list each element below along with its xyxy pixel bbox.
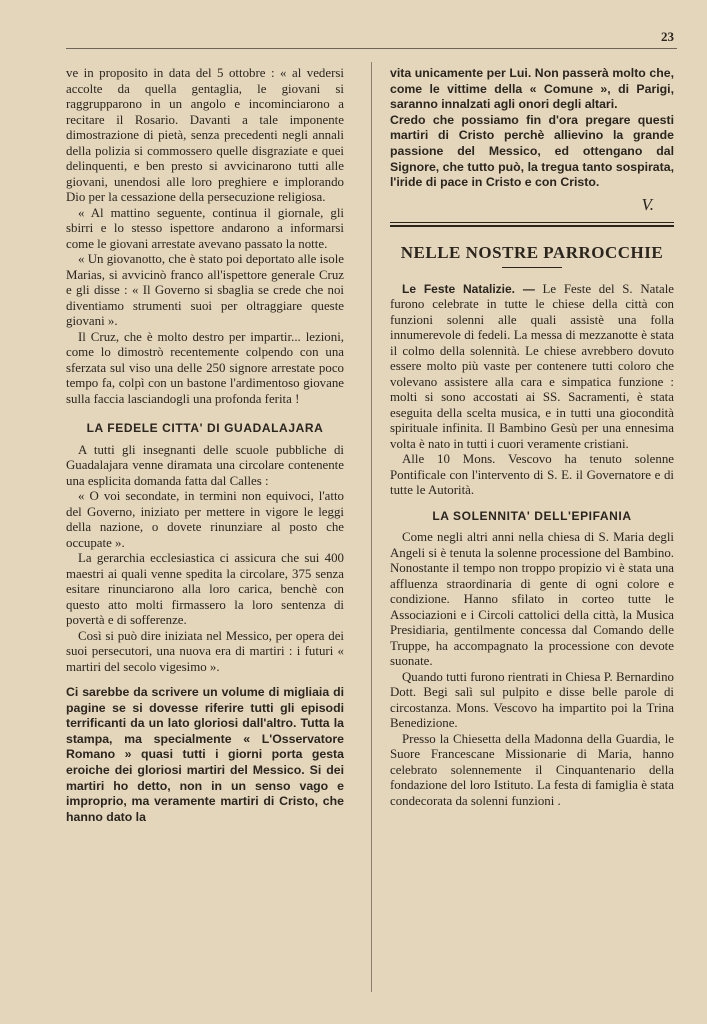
left-paragraph-1: ve in proposito in data del 5 ottobre : « al vedersi accolte da quella gentaglia, le giovani si raggrupparono in un angolo e incominciarono a recitare il Rosario. Davanti a tale imponente dimostrazione di pietà, senza precedenti negli annali della polizia si commossero quelle disgraziate e quei delinquenti, e ben presto si avvicinarono tutti alle giovani, unendosi alle loro preghiere e implorando Dio per la cessazione della persecuzione religiosa. (66, 66, 344, 204)
column-divider (371, 62, 372, 992)
left-paragraph-4: Il Cruz, che è molto destro per impartir... lezioni, come lo dimostrò recentemente colpendo con una sferzata sul viso una delle 250 signore arrestate poco tempo fa, colpì con un bastone l'ardimentoso giovane sulla faccia lasciandogli una profonda ferita ! (66, 329, 344, 406)
masthead-title: NELLE NOSTRE PARROCCHIE (400, 243, 664, 263)
page-number: 23 (661, 29, 674, 44)
left-paragraph-5: A tutti gli insegnanti delle scuole pubbliche di Guadalajara venne diramata una circolare contenente una esplicita domanda fatta dal Calles : (66, 442, 344, 488)
feste-text: Le Feste del S. Natale furono celebrate in tutte le chiese della città con funzioni solenni alle quali assistè una folla innumerevole di fedeli. La messa di mezzanotte è stata il colmo della solennità. Le chiese avrebbero dovuto essere molto più vaste per contenere tutti coloro che volevano assistere alla cara e simpatica funzione : molti si sono accostati ai SS. Sacramenti, è stata eseguita della scelta musica, e in tutti una giocondità spirituale infinita. Il Bambino Gesù per una ennesima volta è nato in tutti i cuori veramente cristiani. (390, 281, 674, 451)
left-column (66, 66, 344, 825)
signature: V. (641, 194, 654, 214)
header-rule (66, 48, 677, 49)
right-column (390, 66, 674, 809)
left-paragraph-8: Così si può dire iniziata nel Messico, per opera dei suoi persecutori, una nuova era di martiri : i futuri « martiri del secolo vigesimo ». (66, 628, 344, 674)
section-heading-epifania: LA SOLENNITA' DELL'EPIFANIA (432, 508, 632, 523)
section-separator (390, 222, 674, 227)
left-paragraph-2: « Al mattino seguente, continua il giornale, gli sbirri e lo stesso ispettore andarono a informarsi come le giovani arrestate avevano passato la notte. (66, 205, 344, 251)
right-paragraph-3: Alle 10 Mons. Vescovo ha tenuto solenne Pontificale con l'intervento di S. E. il Governatore e di tutte le Autorità. (390, 452, 674, 498)
left-bold-paragraph: Ci sarebbe da scrivere un volume di migliaia di pagine se si dovesse riferire tutti gli episodi terrificanti da un lato gloriosi dall'altro. Tutta la stampa, ma specialmente « L'Osservatore Romano » quasi tutti i giorni porta gesta eroiche dei gloriosi martiri del Messico. Si dei martiri ho detto, non in un senso vago e improprio, ma veramente martiri di Cristo, che hanno dato la (66, 685, 344, 824)
feste-paragraph (390, 282, 674, 453)
left-paragraph-6: « O voi secondate, in termini non equivoci, l'atto del Governo, iniziato per mettere in vigore le leggi della nazione, o dovete rinunziare al posto che occupate ». (66, 489, 344, 550)
right-bold-paragraph-1: vita unicamente per Lui. Non passerà molto che, come le vittime della « Comune », di Parigi, saranno innalzati agli onori degli altari. (390, 66, 674, 112)
right-paragraph-6: Presso la Chiesetta della Madonna della Guardia, le Suore Francescane Missionarie di Maria, hanno celebrato solennemente il Cinquantenario della fondazione del loro Istituto. La festa di famiglia è stata condecorata da solenni funzioni . (390, 731, 674, 808)
left-paragraph-3: « Un giovanotto, che è stato poi deportato alle isole Marias, si avvicinò franco all'ispettore generale Cruz e gli disse : « Il Governo si sbaglia se crede che noi diventiamo strumenti suoi per oltraggiare queste giovani ». (66, 252, 344, 328)
right-paragraph-5: Quando tutti furono rientrati in Chiesa P. Bernardino Dott. Begi salì sul pulpito e disse belle parole di circostanza. Mons. Vescovo ha impartito poi la Trina Benedizione. (390, 669, 674, 731)
right-bold-paragraph-2: Credo che possiamo fin d'ora pregare questi martiri di Cristo perchè allievino la grande passione del Messico, ed ottengano dal Signore, che tutto può, la tregua tanto sospirata, l'iride di pace in Cristo e con Cristo. (390, 112, 674, 190)
masthead-underline (502, 267, 562, 268)
section-heading-guadalajara: LA FEDELE CITTA' DI GUADALAJARA (86, 421, 324, 435)
feste-lead: Le Feste Natalizie. — (402, 281, 535, 296)
right-paragraph-4: Come negli altri anni nella chiesa di S. Maria degli Angeli si è tenuta la solenne processione del Bambino. Nonostante il tempo non troppo propizio vi è stata una affluenza straordinaria di gente di ogni colore e condizione. Hanno sfilato in corteo tutte le Associazioni e i Circoli cattolici della città, la Musica Presidiaria, gentilmente concessa dal Comando delle Truppe, ha accompagnato la processione con devote suonate. (390, 530, 674, 669)
left-paragraph-7: La gerarchia ecclesiastica ci assicura che sui 400 maestri ai quali venne spedita la circolare, 375 senza esitare rinunciarono alla loro carica, benchè con questo atto molti firmassero la loro sentenza di povertà e di sofferenze. (66, 551, 344, 627)
